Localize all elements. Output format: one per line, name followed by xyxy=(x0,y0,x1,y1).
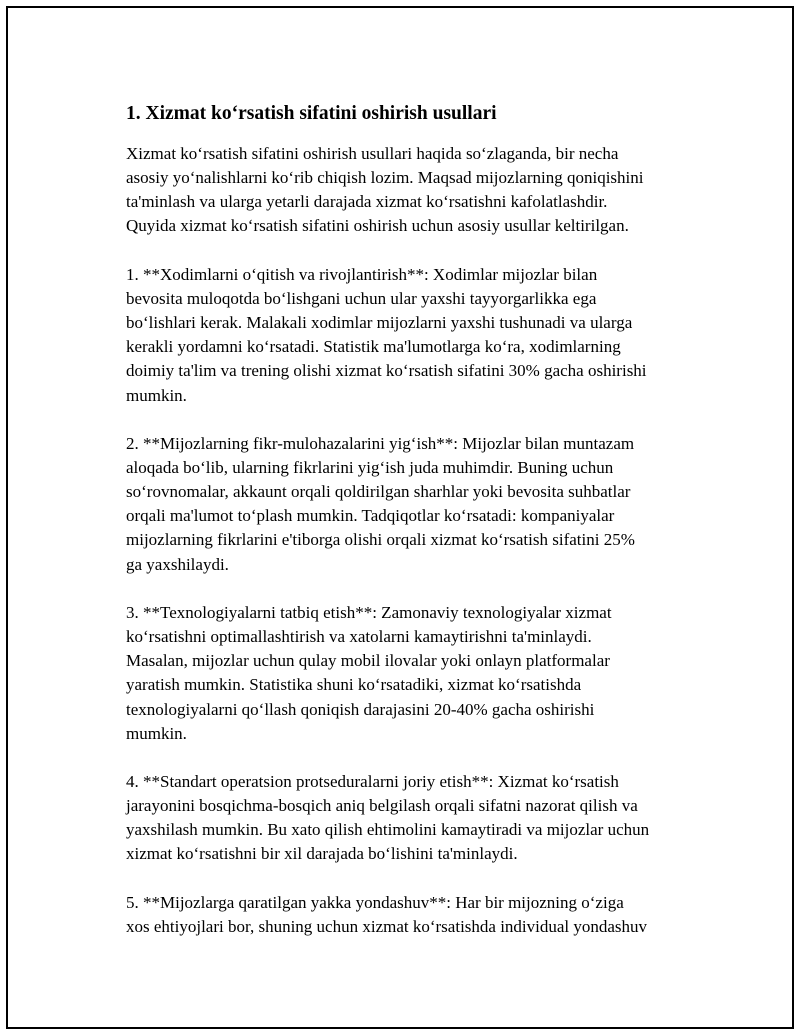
text-line: doimiy ta'lim va trening olishi xizmat ko‘rsatish sifatini 30% gacha oshirishi xyxy=(126,361,647,381)
paragraph xyxy=(126,432,726,577)
text-line: Masalan, mijozlar uchun qulay mobil ilovalar yoki onlayn platformalar xyxy=(126,651,610,671)
text-line: Quyida xizmat ko‘rsatish sifatini oshirish uchun asosiy usullar keltirilgan. xyxy=(126,216,629,236)
text-line: yaratish mumkin. Statistika shuni ko‘rsatadiki, xizmat ko‘rsatishda xyxy=(126,675,582,695)
text-line: 5. **Mijozlarga qaratilgan yakka yondashuv**: Har bir mijozning o‘ziga xyxy=(126,892,624,912)
text-line: ta'minlash va ularga yetarli darajada xizmat ko‘rsatishni kafolatlashdir. xyxy=(126,192,608,212)
text-line: xizmat ko‘rsatishni bir xil darajada bo‘lishini ta'minlaydi. xyxy=(126,844,518,864)
paragraph xyxy=(126,263,726,408)
text-line: xos ehtiyojlari bor, shuning uchun xizmat ko‘rsatishda individual yondashuv xyxy=(126,916,648,936)
body-text xyxy=(126,142,726,939)
text-line: 4. **Standart operatsion protseduralarni joriy etish**: Xizmat ko‘rsatish xyxy=(126,772,619,791)
text-line: yaxshilash mumkin. Bu xato qilish ehtimolini kamaytiradi va mijozlar uchun xyxy=(126,820,650,840)
text-line: mumkin. xyxy=(126,723,187,743)
paragraph xyxy=(126,891,726,939)
text-line: Xizmat ko‘rsatish sifatini oshirish usullari haqida so‘zlaganda, bir necha xyxy=(126,144,619,163)
document-content xyxy=(126,102,726,963)
paragraph xyxy=(126,142,726,239)
text-line: so‘rovnomalar, akkaunt orqali qoldirilgan sharhlar yoki bevosita suhbatlar xyxy=(126,482,631,502)
text-line: ko‘rsatishni optimallashtirish va xatolarni kamaytirishni ta'minlaydi. xyxy=(126,627,592,647)
document-page xyxy=(6,6,794,1029)
text-line: kerakli yordamni ko‘rsatadi. Statistik ma'lumotlarga ko‘ra, xodimlarning xyxy=(126,337,621,357)
text-line: 2. **Mijozlarning fikr-mulohazalarini yig‘ish**: Mijozlar bilan muntazam xyxy=(126,433,635,453)
text-line: ga yaxshilaydi. xyxy=(126,554,229,574)
text-line: 1. **Xodimlarni o‘qitish va rivojlantirish**: Xodimlar mijozlar bilan xyxy=(126,264,598,284)
text-line: texnologiyalarni qo‘llash qoniqish darajasini 20-40% gacha oshirishi xyxy=(126,699,595,719)
text-line: aloqada bo‘lib, ularning fikrlarini yig‘ish juda muhimdir. Buning uchun xyxy=(126,458,614,477)
text-line: orqali ma'lumot to‘plash mumkin. Tadqiqotlar ko‘rsatadi: kompaniyalar xyxy=(126,506,615,526)
text-line: bevosita muloqotda bo‘lishgani uchun ular yaxshi tayyorgarlikka ega xyxy=(126,288,597,308)
section-heading: 1. Xizmat ko‘rsatish sifatini oshirish usullari xyxy=(126,103,497,124)
text-line: 3. **Texnologiyalarni tatbiq etish**: Zamonaviy texnologiyalar xizmat xyxy=(126,602,612,622)
text-line: bo‘lishlari kerak. Malakali xodimlar mijozlarni yaxshi tushunadi va ularga xyxy=(126,313,633,333)
paragraph xyxy=(126,770,726,867)
text-line: jarayonini bosqichma-bosqich aniq belgilash orqali sifatni nazorat qilish va xyxy=(126,796,638,816)
text-line: asosiy yo‘nalishlarni ko‘rib chiqish lozim. Maqsad mijozlarning qoniqishini xyxy=(126,168,644,188)
paragraph xyxy=(126,601,726,746)
text-line: mijozlarning fikrlarini e'tiborga olishi orqali xizmat ko‘rsatish sifatini 25% xyxy=(126,530,635,550)
text-line: mumkin. xyxy=(126,385,187,405)
